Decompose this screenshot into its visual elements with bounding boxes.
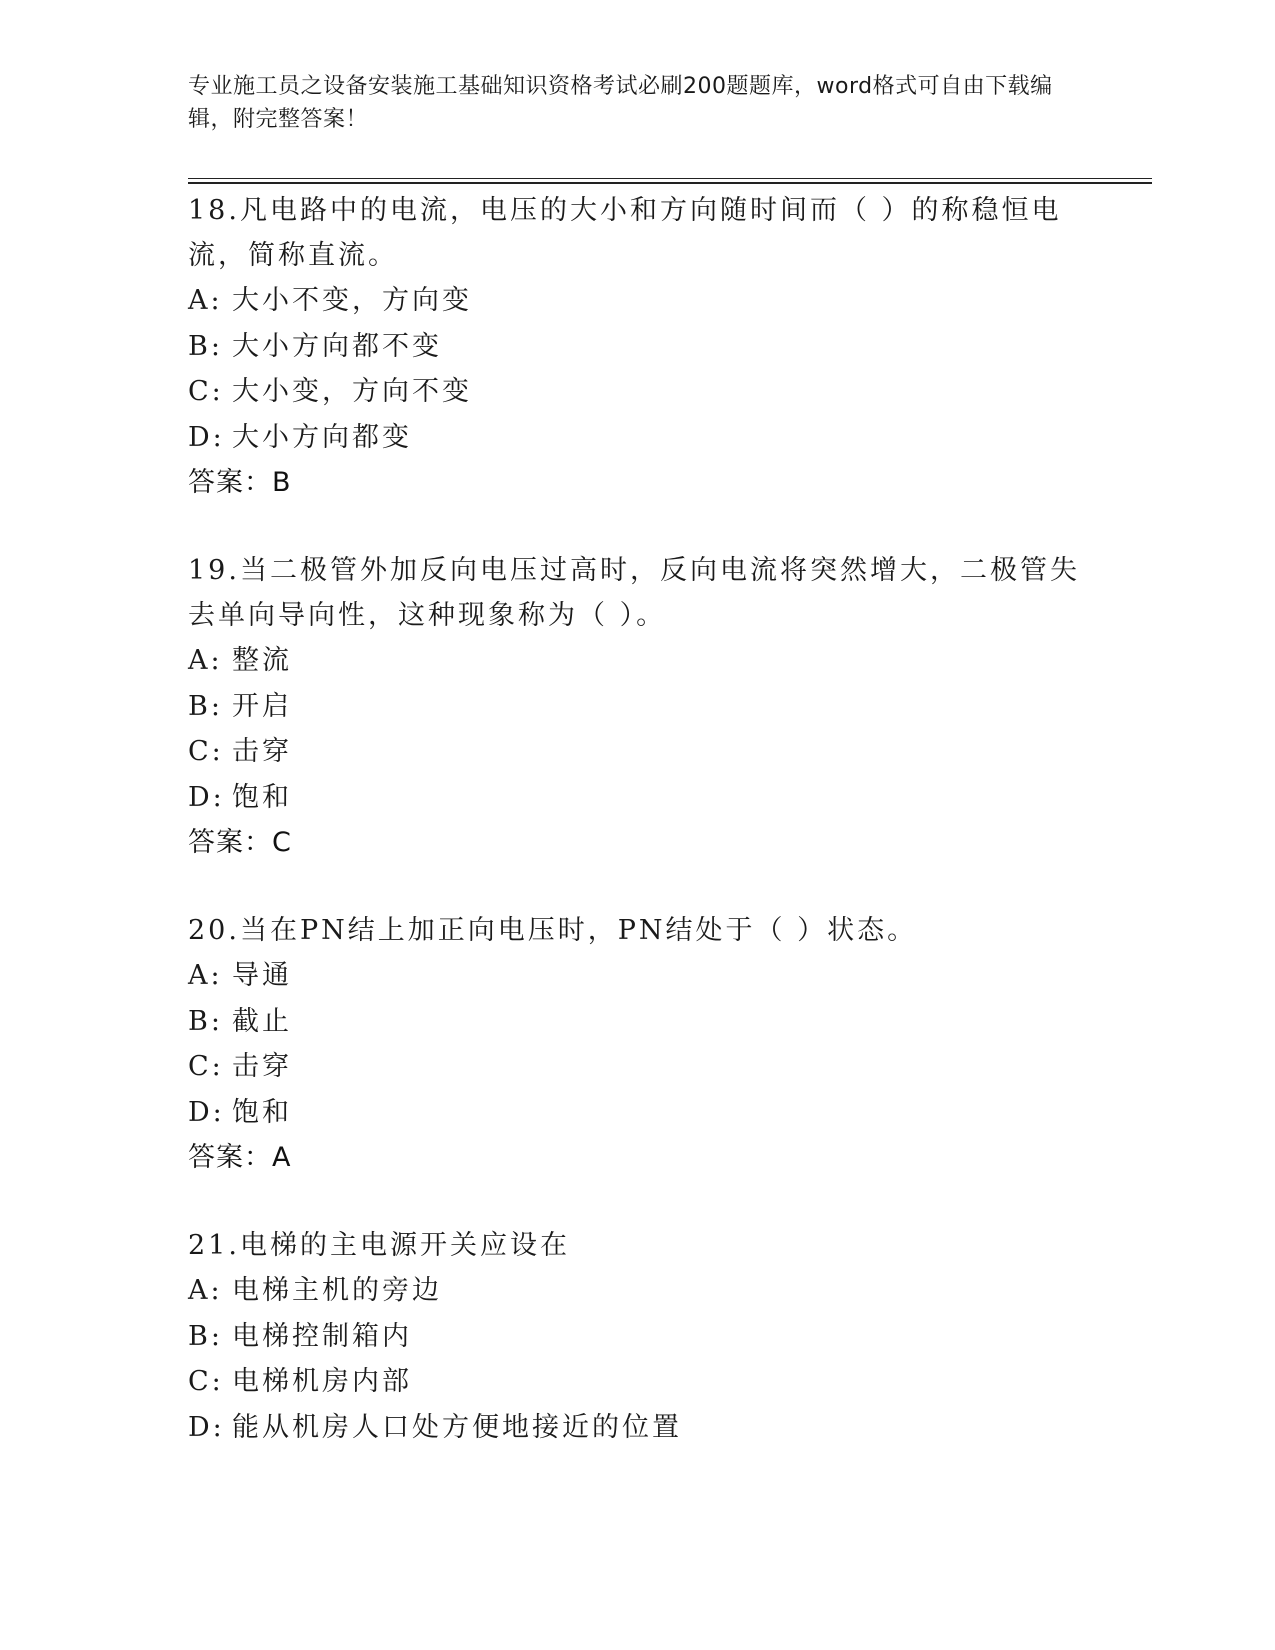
option-d — [188, 1090, 1088, 1136]
option-b — [188, 1314, 1088, 1360]
option-b — [188, 684, 1088, 730]
option-letter: C: — [188, 1366, 224, 1397]
question-21 — [188, 1223, 1088, 1450]
option-a — [188, 953, 1088, 999]
option-letter: A: — [188, 285, 223, 316]
option-letter: A: — [188, 645, 223, 676]
answer-line: 答案：B — [188, 467, 292, 498]
option-text: 截止 — [232, 1005, 292, 1037]
option-text: 电梯主机的旁边 — [232, 1275, 442, 1306]
divider-thick-line — [188, 182, 1152, 184]
option-text: 整流 — [232, 645, 292, 676]
option-letter: D: — [188, 1096, 225, 1128]
option-text: 大小变，方向不变 — [232, 376, 472, 407]
option-b — [188, 324, 1088, 370]
answer-line: 答案：C — [188, 827, 292, 858]
question-text: 20.当在PN结上加正向电压时，PN结处于（ ）状态。 — [188, 915, 918, 946]
option-d — [188, 1405, 1088, 1451]
option-d — [188, 415, 1088, 461]
document-header: 专业施工员之设备安装施工基础知识资格考试必刷200题题库，word格式可自由下载编辑，附完整答案！ — [188, 74, 1053, 132]
option-letter: C: — [188, 1051, 224, 1082]
option-d — [188, 775, 1088, 821]
option-text: 击穿 — [232, 1051, 292, 1082]
option-letter: B: — [188, 690, 223, 722]
option-text: 大小不变，方向变 — [232, 285, 472, 316]
option-letter: D: — [188, 421, 225, 453]
option-c — [188, 1044, 1088, 1090]
option-text: 能从机房人口处方便地接近的位置 — [232, 1411, 682, 1443]
option-c — [188, 369, 1088, 415]
option-c — [188, 729, 1088, 775]
option-a — [188, 638, 1088, 684]
question-19 — [188, 548, 1088, 866]
option-a — [188, 1268, 1088, 1314]
option-text: 电梯控制箱内 — [232, 1320, 412, 1352]
option-a — [188, 278, 1088, 324]
option-letter: A: — [188, 960, 223, 991]
option-letter: C: — [188, 736, 224, 767]
question-text: 18.凡电路中的电流，电压的大小和方向随时间而（ ）的称稳恒电流，简称直流。 — [188, 195, 1062, 271]
option-text: 饱和 — [232, 781, 292, 813]
question-20 — [188, 908, 1088, 1181]
answer-line: 答案：A — [188, 1142, 292, 1173]
option-letter: D: — [188, 1411, 225, 1443]
option-text: 击穿 — [232, 736, 292, 767]
option-text: 导通 — [232, 960, 292, 991]
question-18 — [188, 188, 1088, 506]
question-text: 19.当二极管外加反向电压过高时，反向电流将突然增大，二极管失去单向导向性，这种现象称为（ ）。 — [188, 555, 1080, 631]
option-text: 开启 — [232, 690, 292, 722]
option-letter: B: — [188, 330, 223, 362]
option-letter: C: — [188, 376, 224, 407]
option-letter: B: — [188, 1005, 223, 1037]
option-letter: B: — [188, 1320, 223, 1352]
question-list — [188, 188, 1088, 1492]
question-text: 21.电梯的主电源开关应设在 — [188, 1230, 570, 1261]
divider-thin-line — [188, 178, 1152, 179]
option-text: 电梯机房内部 — [232, 1366, 412, 1397]
option-c — [188, 1359, 1088, 1405]
option-letter: A: — [188, 1275, 223, 1306]
option-text: 大小方向都变 — [232, 421, 412, 453]
header-divider — [188, 178, 1152, 184]
option-b — [188, 999, 1088, 1045]
option-text: 饱和 — [232, 1096, 292, 1128]
option-letter: D: — [188, 781, 225, 813]
option-text: 大小方向都不变 — [232, 330, 442, 362]
